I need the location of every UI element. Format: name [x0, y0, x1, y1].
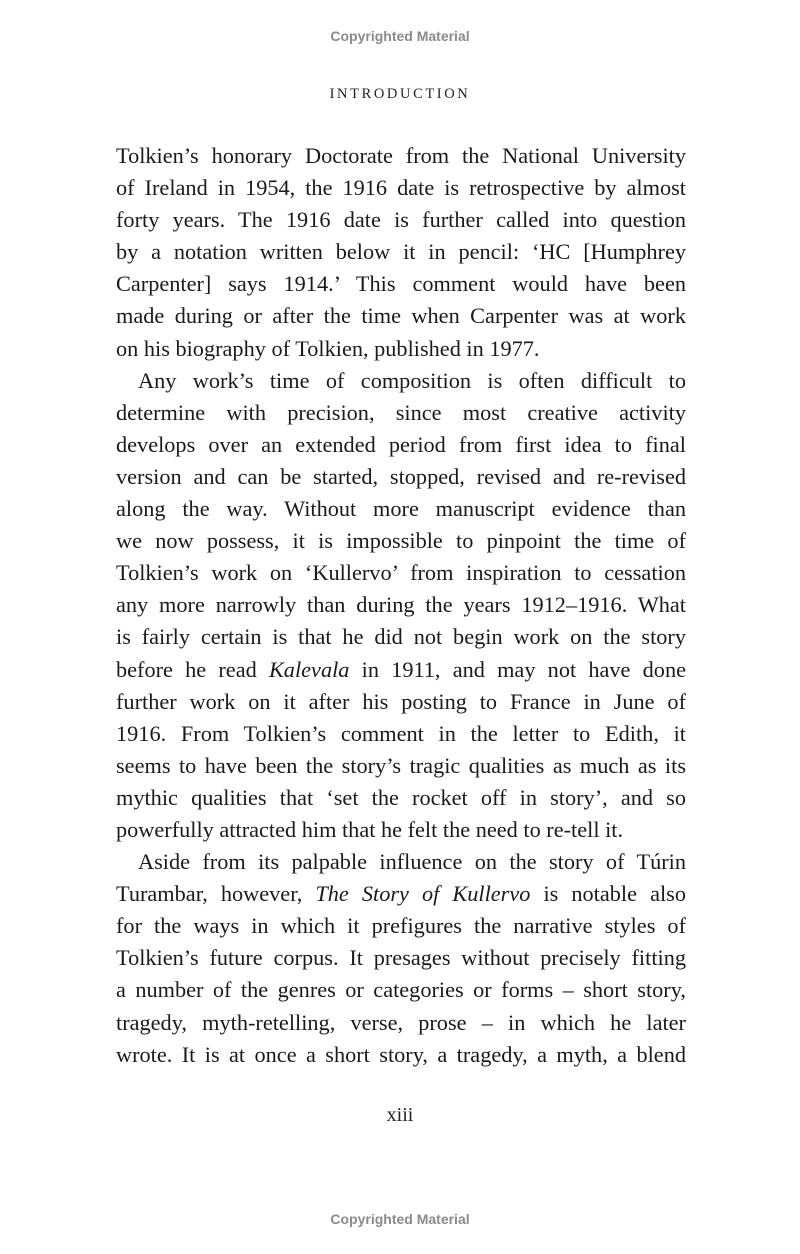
text-line — [116, 589, 686, 621]
text-line — [116, 204, 686, 236]
text-segment: we now possess, it is impossible to pinpoint the time of — [116, 528, 686, 554]
page-number: xiii — [386, 1104, 414, 1126]
text-segment: mythic qualities that ‘set the rocket off in story’, and so — [116, 784, 686, 810]
text-segment: for the ways in which it prefigures the narrative styles of — [116, 913, 686, 939]
italic-title: The Story of Kullervo — [315, 881, 531, 907]
text-segment: any more narrowly than during the years 1912–1916. What — [116, 592, 686, 618]
text-segment: seems to have been the story’s tragic qualities as much as its — [116, 752, 686, 778]
text-segment: Any work’s time of composition is often difficult to — [138, 367, 686, 393]
text-line — [116, 750, 686, 782]
body-text — [116, 140, 686, 1071]
text-line — [116, 686, 686, 718]
text-line — [116, 333, 686, 365]
text-line — [116, 300, 686, 332]
text-segment: powerfully attracted him that he felt the need to re-tell it. — [116, 816, 624, 842]
text-segment: version and can be started, stopped, revised and re-revised — [116, 463, 686, 489]
text-segment: before he read — [116, 656, 269, 682]
text-line — [116, 814, 686, 846]
text-line — [116, 942, 686, 974]
text-line — [116, 172, 686, 204]
text-segment: 1916. From Tolkien’s comment in the letter to Edith, it — [116, 720, 686, 746]
text-segment: Tolkien’s honorary Doctorate from the National University — [116, 143, 686, 168]
text-line — [116, 846, 686, 878]
text-segment: wrote. It is at once a short story, a tragedy, a myth, a blend — [116, 1041, 686, 1067]
text-segment: in 1911, and may not have done — [349, 656, 686, 682]
text-line — [116, 397, 686, 429]
text-line — [116, 878, 686, 910]
text-segment: by a notation written below it in pencil: ‘HC [Humphrey — [116, 239, 686, 265]
running-head: INTRODUCTION — [329, 86, 471, 102]
text-segment: on his biography of Tolkien, published in 1977. — [116, 335, 540, 361]
text-line — [116, 557, 686, 589]
text-line — [116, 1007, 686, 1039]
text-line — [116, 621, 686, 653]
text-segment: a number of the genres or categories or forms – short story, — [116, 977, 686, 1003]
text-segment: Aside from its palpable influence on the story of Túrin — [138, 849, 686, 875]
text-line — [116, 718, 686, 750]
text-segment: of Ireland in 1954, the 1916 date is retrospective by almost — [116, 175, 686, 201]
text-line — [116, 365, 686, 397]
text-line — [116, 140, 686, 172]
text-line — [116, 910, 686, 942]
text-segment: forty years. The 1916 date is further called into question — [116, 207, 686, 233]
text-line — [116, 525, 686, 557]
text-line — [116, 1039, 686, 1071]
copyright-watermark-top: Copyrighted Material — [330, 28, 470, 44]
text-line — [116, 236, 686, 268]
text-segment: Turambar, however, — [116, 881, 316, 907]
text-line — [116, 461, 686, 493]
text-segment: Tolkien’s future corpus. It presages without precisely fitting — [116, 945, 686, 971]
text-segment: determine with precision, since most creative activity — [116, 399, 686, 425]
text-segment: tragedy, myth-retelling, verse, prose – in which he later — [116, 1009, 686, 1035]
text-line — [116, 268, 686, 300]
text-segment: made during or after the time when Carpenter was at work — [116, 303, 686, 329]
text-segment: is notable also — [530, 881, 686, 907]
text-line — [116, 782, 686, 814]
text-segment: along the way. Without more manuscript evidence than — [116, 496, 686, 522]
text-line — [116, 974, 686, 1006]
text-segment: is fairly certain is that he did not begin work on the story — [116, 624, 686, 650]
text-line — [116, 429, 686, 461]
text-line — [116, 654, 686, 686]
italic-title: Kalevala — [268, 656, 350, 682]
text-segment: develops over an extended period from first idea to final — [116, 431, 686, 457]
text-line — [116, 493, 686, 525]
text-segment: Tolkien’s work on ‘Kullervo’ from inspiration to cessation — [116, 560, 686, 586]
copyright-watermark-bottom: Copyrighted Material — [330, 1211, 470, 1227]
text-segment: Carpenter] says 1914.’ This comment would have been — [116, 271, 686, 297]
text-segment: further work on it after his posting to France in June of — [116, 688, 686, 714]
